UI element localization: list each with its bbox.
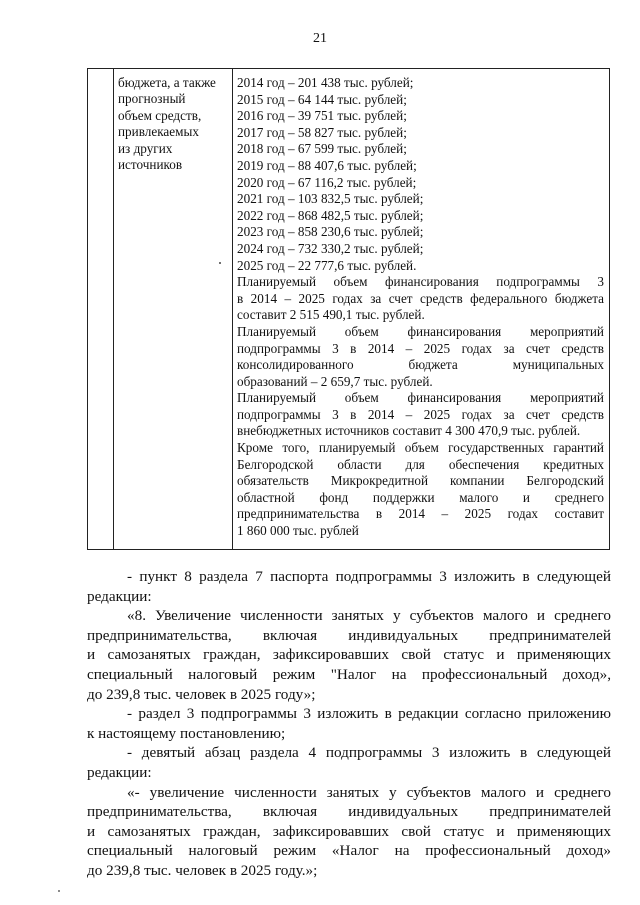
extrabudgetary-text: Планируемый объем финансирования мероприятий	[237, 390, 604, 406]
scan-speck	[58, 890, 60, 892]
paragraph-line: - девятый абзац раздела 4 подпрограммы 3 изложить в следующей	[127, 744, 611, 762]
consolidated-budget-text: образований – 2 659,7 тыс. рублей.	[237, 373, 433, 389]
year-funding-line: 2021 год – 103 832,5 тыс. рублей;	[237, 191, 424, 207]
page-number: 21	[313, 31, 327, 46]
paragraph-line: «8. Увеличение численности занятых у субъектов малого и среднего	[127, 607, 611, 625]
paragraph-line: редакции:	[87, 763, 152, 781]
paragraph-line: - раздел 3 подпрограммы 3 изложить в редакции согласно приложению	[127, 705, 611, 723]
amendment-text	[87, 567, 611, 881]
consolidated-budget-text: консолидированного бюджета муниципальных	[237, 357, 604, 373]
passport-table	[87, 68, 610, 550]
label-line: объем средств,	[118, 107, 202, 123]
paragraph-line: - пункт 8 раздела 7 паспорта подпрограммы 3 изложить в следующей	[127, 568, 611, 585]
year-funding-line: 2025 год – 22 777,6 тыс. рублей.	[237, 257, 417, 273]
paragraph-line: до 239,8 тыс. человек в 2025 году.»;	[87, 861, 318, 879]
paragraph-line: до 239,8 тыс. человек в 2025 году»;	[87, 685, 316, 703]
guarantees-text: 1 860 000 тыс. рублей	[237, 523, 359, 539]
paragraph-line: к настоящему постановлению;	[87, 724, 286, 742]
paragraph-line: предпринимательства, включая индивидуальных предпринимателей	[87, 626, 611, 644]
label-line: источников	[118, 157, 183, 173]
guarantees-text: Белгородской области для обеспечения кредитных	[237, 456, 604, 472]
label-line: прогнозный	[118, 91, 186, 107]
paragraph-line: предпринимательства, включая индивидуальных предпринимателей	[87, 803, 611, 821]
table-column-divider	[113, 69, 114, 549]
table-column-divider	[232, 69, 233, 549]
year-funding-line: 2016 год – 39 751 тыс. рублей;	[237, 108, 407, 124]
year-funding-line: 2017 год – 58 827 тыс. рублей;	[237, 124, 407, 140]
table-value-cell	[237, 75, 604, 540]
guarantees-text: обязательств Микрокредитной компании Белгородский	[237, 473, 604, 489]
federal-budget-text: Планируемый объем финансирования подпрограммы 3	[237, 274, 604, 290]
year-funding-line: 2019 год – 88 407,6 тыс. рублей;	[237, 157, 417, 173]
year-funding-line: 2018 год – 67 599 тыс. рублей;	[237, 141, 407, 157]
year-funding-line: 2023 год – 858 230,6 тыс. рублей;	[237, 224, 424, 240]
year-funding-line: 2014 год – 201 438 тыс. рублей;	[237, 75, 414, 90]
year-funding-line: 2024 год – 732 330,2 тыс. рублей;	[237, 240, 424, 256]
extrabudgetary-text: подпрограммы 3 в 2014 – 2025 годах за счет средств	[237, 406, 604, 422]
scan-speck	[219, 262, 221, 264]
table-label-cell	[118, 75, 230, 173]
guarantees-text: Кроме того, планируемый объем государственных гарантий	[237, 440, 604, 456]
year-funding-line: 2022 год – 868 482,5 тыс. рублей;	[237, 207, 424, 223]
year-funding-line: 2020 год – 67 116,2 тыс. рублей;	[237, 174, 417, 190]
federal-budget-text: в 2014 – 2025 годах за счет средств федерального бюджета	[237, 290, 604, 306]
consolidated-budget-text: Планируемый объем финансирования мероприятий	[237, 323, 604, 339]
guarantees-text: областной фонд поддержки малого и среднего	[237, 489, 604, 505]
federal-budget-text: составит 2 515 490,1 тыс. рублей.	[237, 307, 425, 323]
paragraph-line: и самозанятых граждан, зафиксировавших свой статус и применяющих	[87, 822, 611, 840]
guarantees-text: предпринимательства в 2014 – 2025 годах составит	[237, 506, 604, 522]
paragraph-line: редакции:	[87, 587, 152, 605]
paragraph-line: и самозанятых граждан, зафиксировавших свой статус и применяющих	[87, 646, 611, 664]
extrabudgetary-text: внебюджетных источников составит 4 300 470,9 тыс. рублей.	[237, 423, 581, 439]
paragraph-line: специальный налоговый режим "Налог на профессиональный доход»,	[87, 665, 611, 683]
paragraph-line: «- увеличение численности занятых у субъектов малого и среднего	[127, 783, 611, 801]
consolidated-budget-text: подпрограммы 3 в 2014 – 2025 годах за счет средств	[237, 340, 604, 356]
label-line: бюджета, а также	[118, 75, 216, 90]
label-line: привлекаемых	[118, 124, 199, 140]
year-funding-line: 2015 год – 64 144 тыс. рублей;	[237, 91, 407, 107]
label-line: из других	[118, 140, 173, 156]
paragraph-line: специальный налоговый режим «Налог на профессиональный доход»	[87, 842, 611, 860]
